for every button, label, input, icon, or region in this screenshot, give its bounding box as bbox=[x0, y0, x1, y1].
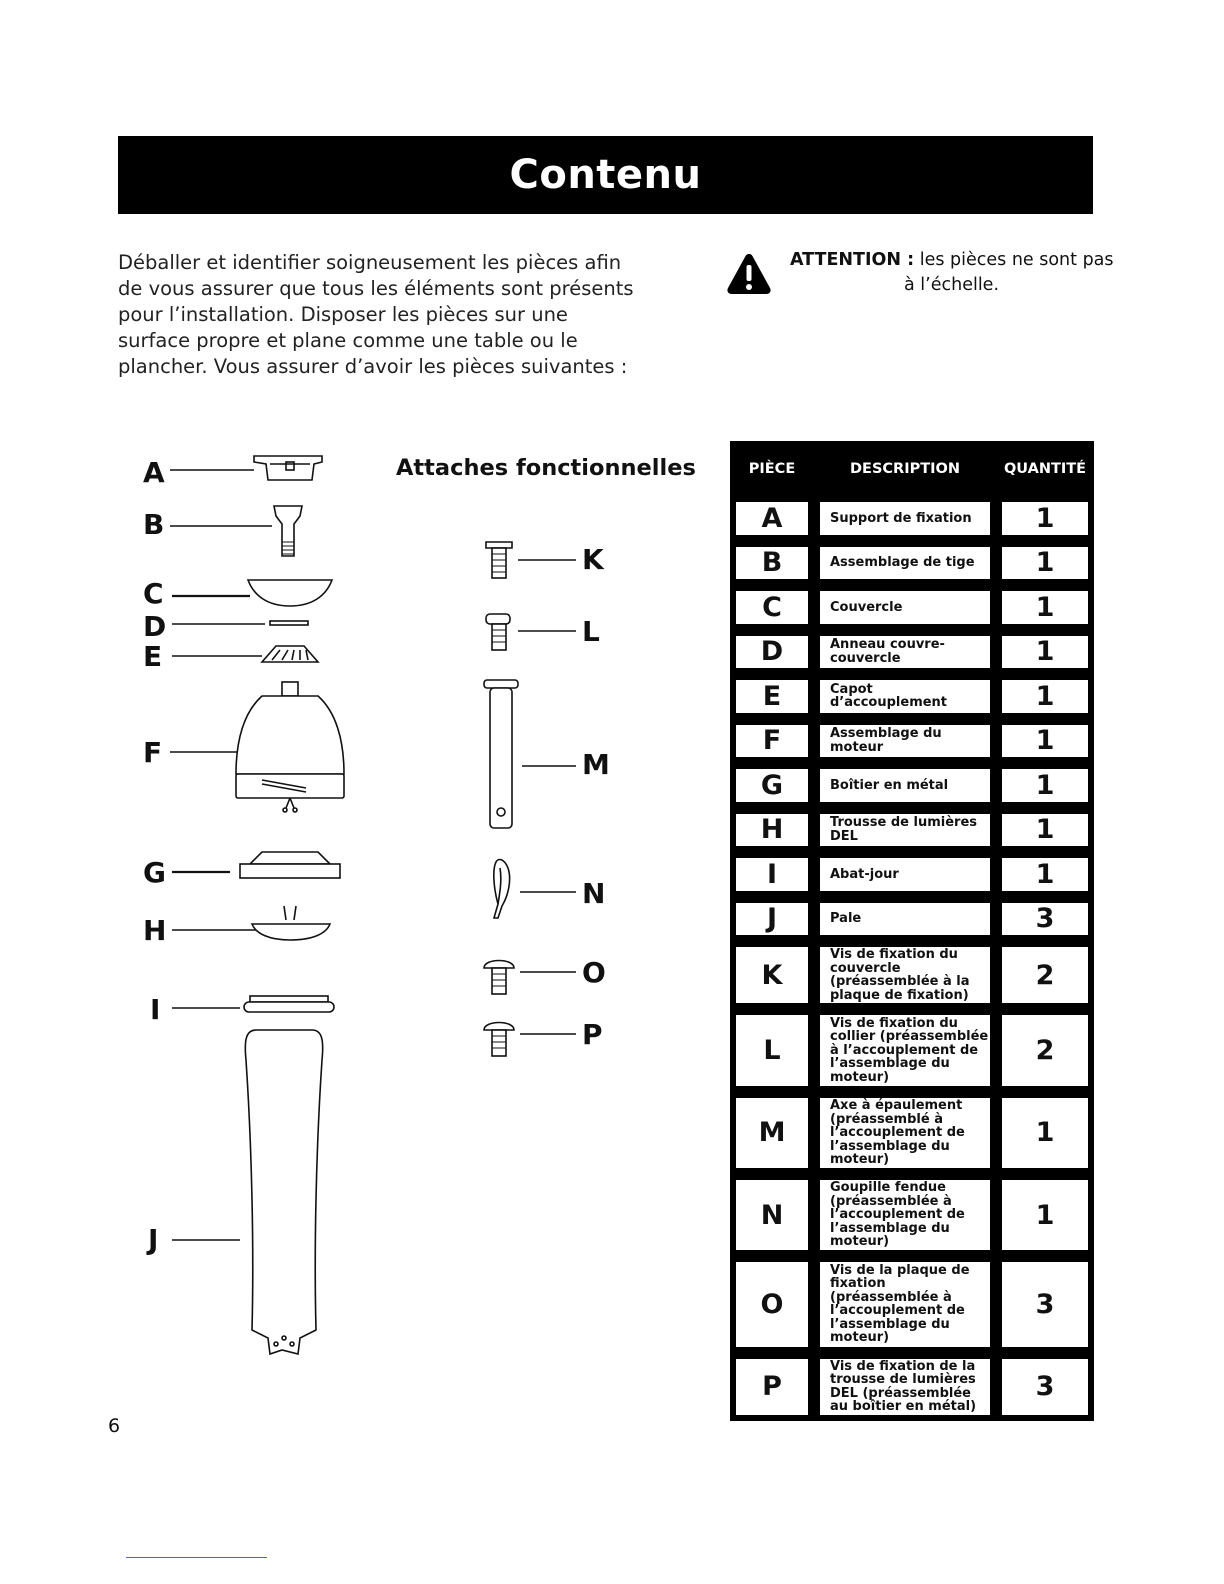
part-description: Vis de la plaque de fixation (préassemblée à l’accouplement de l’assemblage du moteur) bbox=[814, 1256, 996, 1352]
part-quantity: 1 bbox=[996, 808, 1094, 853]
part-description: Couvercle bbox=[814, 585, 996, 630]
part-letter: K bbox=[730, 941, 814, 1009]
fasteners-title: Attaches fonctionnelles bbox=[396, 455, 696, 481]
parts-table bbox=[730, 441, 1094, 1421]
table-row bbox=[730, 1092, 1094, 1174]
part-description: Vis de fixation de la trousse de lumières DEL (préassemblée au boîtier en métal) bbox=[814, 1353, 996, 1421]
footer-rule bbox=[126, 1557, 267, 1558]
part-description: Capot d’accouplement bbox=[814, 674, 996, 719]
part-description: Vis de fixation du collier (préassemblée à l’accouplement de l’assemblage du moteur) bbox=[814, 1009, 996, 1091]
label-b: B bbox=[143, 508, 165, 541]
part-letter: A bbox=[730, 496, 814, 541]
cotter-pin-drawing bbox=[494, 860, 576, 918]
table-row bbox=[730, 674, 1094, 719]
part-description: Assemblage du moteur bbox=[814, 719, 996, 764]
table-row bbox=[730, 541, 1094, 586]
intro-paragraph: Déballer et identifier soigneusement les pièces afin de vous assurer que tous les éléments sont présents pour l’installation. Disposer les pièces sur une surface propre et plane comme une table ou le plancher. Vous assurer d’avoir les pièces suivantes : bbox=[118, 251, 634, 378]
metal-housing-drawing bbox=[172, 852, 340, 878]
led-kit-screw-drawing bbox=[484, 1023, 576, 1057]
label-g: G bbox=[143, 856, 166, 889]
header-description: DESCRIPTION bbox=[850, 460, 960, 477]
warning-label: ATTENTION : bbox=[790, 250, 915, 270]
header-piece: PIÈCE bbox=[748, 460, 796, 477]
collar-screw-drawing bbox=[486, 614, 576, 650]
part-quantity: 2 bbox=[996, 941, 1094, 1009]
part-description: Assemblage de tige bbox=[814, 541, 996, 586]
part-quantity: 1 bbox=[996, 585, 1094, 630]
label-p: P bbox=[582, 1018, 603, 1051]
table-row bbox=[730, 763, 1094, 808]
warning-icon bbox=[726, 252, 772, 296]
mounting-bracket-drawing bbox=[170, 456, 322, 480]
label-k: K bbox=[582, 543, 604, 576]
label-f: F bbox=[143, 736, 163, 769]
table-row bbox=[730, 1353, 1094, 1421]
part-description: Axe à épaulement (préassemblé à l’accouplement de l’assemblage du moteur) bbox=[814, 1092, 996, 1174]
warning-text-2: à l’échelle. bbox=[904, 275, 1000, 295]
table-row bbox=[730, 852, 1094, 897]
part-quantity: 1 bbox=[996, 763, 1094, 808]
part-description: Boîtier en métal bbox=[814, 763, 996, 808]
part-quantity: 1 bbox=[996, 496, 1094, 541]
part-quantity: 1 bbox=[996, 541, 1094, 586]
canopy-drawing bbox=[172, 580, 332, 606]
label-c: C bbox=[143, 577, 164, 610]
label-a: A bbox=[143, 456, 165, 489]
table-row bbox=[730, 808, 1094, 853]
table-row bbox=[730, 1174, 1094, 1256]
part-quantity: 3 bbox=[996, 1353, 1094, 1421]
part-quantity: 3 bbox=[996, 1256, 1094, 1352]
downrod-drawing bbox=[170, 506, 302, 556]
table-row bbox=[730, 1009, 1094, 1091]
part-quantity: 1 bbox=[996, 719, 1094, 764]
table-row bbox=[730, 496, 1094, 541]
coupling-cover-drawing bbox=[172, 646, 318, 662]
part-letter: O bbox=[730, 1256, 814, 1352]
part-quantity: 2 bbox=[996, 1009, 1094, 1091]
part-quantity: 3 bbox=[996, 897, 1094, 942]
label-d: D bbox=[143, 610, 167, 643]
led-light-kit-drawing bbox=[172, 906, 330, 940]
part-letter: C bbox=[730, 585, 814, 630]
table-row bbox=[730, 719, 1094, 764]
part-letter: J bbox=[730, 897, 814, 942]
part-letter: E bbox=[730, 674, 814, 719]
part-letter: I bbox=[730, 852, 814, 897]
table-row bbox=[730, 585, 1094, 630]
table-row bbox=[730, 941, 1094, 1009]
part-description: Goupille fendue (préassemblée à l’accouplement de l’assemblage du moteur) bbox=[814, 1174, 996, 1256]
label-j: J bbox=[148, 1223, 159, 1256]
blade-drawing bbox=[172, 1030, 323, 1354]
plate-screw-drawing bbox=[484, 961, 576, 995]
label-l: L bbox=[582, 615, 600, 648]
part-quantity: 1 bbox=[996, 674, 1094, 719]
page-number: 6 bbox=[108, 1415, 121, 1437]
header-quantity: QUANTITÉ bbox=[1003, 460, 1087, 477]
part-description: Support de fixation bbox=[814, 496, 996, 541]
part-quantity: 1 bbox=[996, 630, 1094, 675]
label-e: E bbox=[143, 640, 163, 673]
table-row bbox=[730, 630, 1094, 675]
label-h: H bbox=[143, 914, 167, 947]
table-row bbox=[730, 897, 1094, 942]
part-description: Vis de fixation du couvercle (préassemblée à la plaque de fixation) bbox=[814, 941, 996, 1009]
part-description: Anneau couvre-couvercle bbox=[814, 630, 996, 675]
part-letter: D bbox=[730, 630, 814, 675]
part-description: Trousse de lumières DEL bbox=[814, 808, 996, 853]
motor-assembly-drawing bbox=[170, 682, 344, 812]
part-quantity: 1 bbox=[996, 1174, 1094, 1256]
part-letter: L bbox=[730, 1009, 814, 1091]
page-title: Contenu bbox=[509, 152, 702, 198]
part-description: Abat-jour bbox=[814, 852, 996, 897]
label-o: O bbox=[582, 956, 606, 989]
part-letter: F bbox=[730, 719, 814, 764]
canopy-screw-drawing bbox=[486, 542, 576, 578]
part-description: Pale bbox=[814, 897, 996, 942]
part-letter: G bbox=[730, 763, 814, 808]
part-letter: B bbox=[730, 541, 814, 586]
label-i: I bbox=[150, 993, 161, 1026]
label-m: M bbox=[582, 748, 610, 781]
label-n: N bbox=[582, 877, 606, 910]
part-letter: H bbox=[730, 808, 814, 853]
table-row bbox=[730, 1256, 1094, 1352]
shoulder-pin-drawing bbox=[484, 680, 576, 828]
canopy-ring-drawing bbox=[172, 621, 308, 625]
parts-table-body bbox=[730, 496, 1094, 1421]
part-quantity: 1 bbox=[996, 1092, 1094, 1174]
table-header-row bbox=[730, 441, 1094, 496]
part-letter: M bbox=[730, 1092, 814, 1174]
part-letter: N bbox=[730, 1174, 814, 1256]
part-letter: P bbox=[730, 1353, 814, 1421]
light-shade-drawing bbox=[172, 996, 334, 1012]
warning-text-1: les pièces ne sont pas bbox=[919, 250, 1114, 270]
part-quantity: 1 bbox=[996, 852, 1094, 897]
